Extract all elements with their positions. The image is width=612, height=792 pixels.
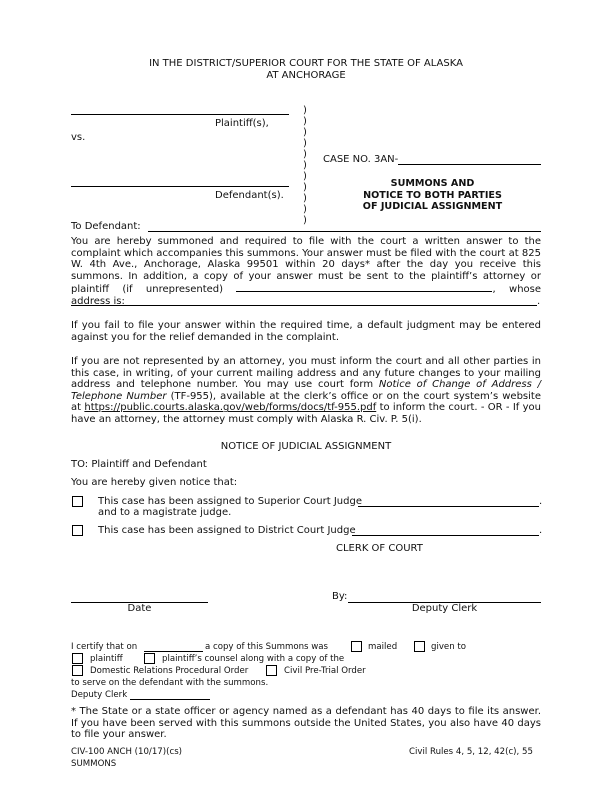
defendant-name-field[interactable] [71, 186, 289, 187]
plaintiffs-counsel-label: plaintiff’s counsel along with a copy of the [162, 654, 345, 664]
superior-court-option: This case has been assigned to Superior Court Judge [98, 496, 362, 507]
address-field[interactable] [71, 305, 537, 306]
given-to-label: given to [431, 642, 467, 652]
given-to-checkbox[interactable] [414, 641, 425, 652]
magistrate-text: and to a magistrate judge. [98, 507, 232, 518]
case-number-label: CASE NO. 3AN- [323, 154, 399, 165]
domestic-relations-checkbox[interactable] [72, 665, 83, 676]
court-name-line1: IN THE DISTRICT/SUPERIOR COURT FOR THE STATE OF ALASKA [149, 58, 463, 69]
title-line2: NOTICE TO BOTH PARTIES [363, 189, 502, 201]
certify-text: I certify that on [71, 642, 138, 652]
address-period: . [537, 296, 541, 307]
domestic-relations-label: Domestic Relations Procedural Order [90, 666, 249, 676]
plaintiff-option-label: plaintiff [90, 654, 123, 664]
case-number-field[interactable] [398, 164, 541, 165]
superior-judge-field[interactable] [358, 506, 539, 507]
plaintiff-label: Plaintiff(s), [215, 118, 269, 129]
representation-paragraph: If you are not represented by an attorney, you must inform the court and all other parties in this case, in writing, of your current mailing address and any future changes to your mailing address and telephone number. You may use court form Notice of Change of Address / Telephone Number (TF-955), available at the clerk’s office or on the court system’s website at https://public.courts.alaska.gov/web/forms/docs/tf-955.pdf to inform the court. - OR - If you have an attorney, the attorney must comply with Alaska R. Civ. P. 5(i). [71, 356, 541, 425]
default-judgment-paragraph: If you fail to file your answer within the required time, a default judgment may be entered against you for the relief demanded in the complaint. [71, 320, 541, 343]
civil-pretrial-checkbox[interactable] [266, 665, 277, 676]
court-name-line2: AT ANCHORAGE [266, 70, 346, 81]
form-name-footer: SUMMONS [71, 759, 117, 769]
vs-label: vs. [71, 132, 86, 143]
notice-heading: NOTICE OF JUDICIAL ASSIGNMENT [220, 441, 392, 452]
title-line3: OF JUDICIAL ASSIGNMENT [362, 201, 503, 212]
superior-court-checkbox[interactable] [72, 496, 83, 507]
district-judge-field[interactable] [352, 535, 539, 536]
given-notice-text: You are hereby given notice that: [71, 477, 238, 488]
clerk-of-court-label: CLERK OF COURT [336, 543, 423, 554]
defendant-name-input[interactable] [148, 231, 541, 232]
certify-copy-text: a copy of this Summons was [205, 642, 329, 652]
footnote: * The State or a state officer or agency named as a defendant has 40 days to file its answer. If you have been served with this summons outside the United States, you also have 40 days to file your answer. [71, 706, 541, 741]
civil-rules: Civil Rules 4, 5, 12, 42(c), 55 [409, 747, 533, 757]
mailed-label: mailed [368, 642, 398, 652]
tf-955-link[interactable]: https://public.courts.alaska.gov/web/forms/docs/tf-955.pdf [84, 402, 377, 414]
deputy-clerk-label: Deputy Clerk [411, 603, 478, 614]
summons-paragraph: You are hereby summoned and required to file with the court a written answer to the complaint which accompanies this summons. Your answer must be filed with the court at 825 W. 4th Ave., Anchorage, Alaska 99501 within 20 days* after the day you receive this summons. In addition, a copy of your answer must be sent to the plaintiff’s attorney or plaintiff (if unrepresented) , whose address is: [71, 236, 542, 307]
certificate-deputy-clerk: Deputy Clerk [71, 690, 128, 700]
certificate-signature-field[interactable] [130, 699, 210, 700]
date-label: Date [127, 603, 152, 614]
certify-date-field[interactable] [144, 651, 203, 652]
plaintiffs-counsel-checkbox[interactable] [144, 653, 155, 664]
mailed-checkbox[interactable] [351, 641, 362, 652]
by-label: By: [332, 591, 348, 602]
serve-on-text: to serve on the defendant with the summons. [71, 678, 269, 688]
district-court-option: This case has been assigned to District Court Judge [98, 525, 356, 536]
plaintiff-checkbox[interactable] [72, 653, 83, 664]
plaintiff-attorney-field[interactable] [236, 282, 492, 292]
district-court-checkbox[interactable] [72, 525, 83, 536]
form-id: CIV-100 ANCH (10/17)(cs) [71, 747, 183, 757]
form-name: Notice of Change of Address / Telephone Number [71, 379, 541, 402]
notice-to-line: TO: Plaintiff and Defendant [71, 459, 207, 470]
defendant-label: Defendant(s). [215, 190, 284, 201]
civil-pretrial-label: Civil Pre-Trial Order [284, 666, 366, 676]
to-defendant-label: To Defendant: [71, 221, 141, 232]
title-line1: SUMMONS AND [390, 178, 475, 189]
caption-divider: ) ) ) ) ) ) ) ) ) ) ) [303, 105, 307, 226]
plaintiff-name-field[interactable] [71, 114, 289, 115]
